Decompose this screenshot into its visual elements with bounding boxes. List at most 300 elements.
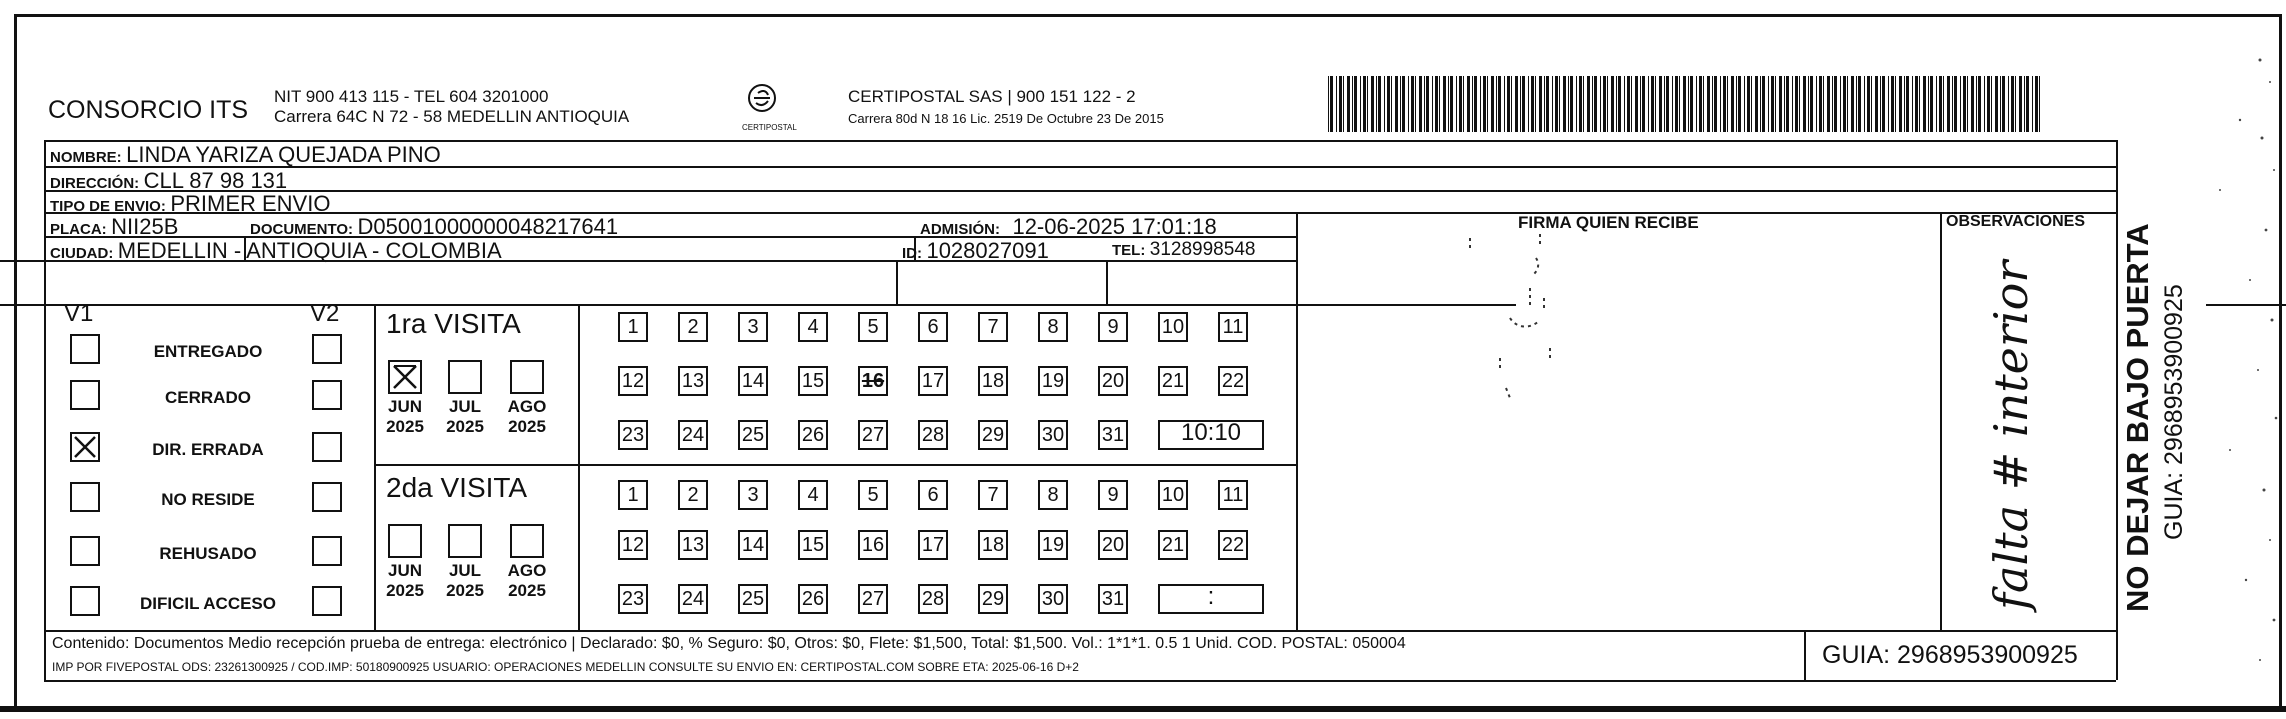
barcode-bar (1984, 76, 1985, 132)
placa-row (50, 216, 178, 238)
barcode-bar (1432, 76, 1433, 132)
barcode-bar (2008, 76, 2009, 132)
barcode-bar (1635, 76, 1638, 132)
logo-caption: CERTIPOSTAL (742, 123, 797, 132)
barcode-bar (1803, 76, 1806, 132)
barcode-bar (1816, 76, 1817, 132)
day-box[interactable]: 4 (798, 480, 828, 510)
barcode-bar (1679, 76, 1680, 132)
day-box[interactable]: 11 (1218, 480, 1248, 510)
col-line (1106, 260, 1108, 304)
barcode-bar (1827, 76, 1830, 132)
barcode-bar (1906, 76, 1909, 132)
barcode-bar (1378, 76, 1381, 132)
barcode-bar (1491, 76, 1494, 132)
barcode-bar (1987, 76, 1990, 132)
barcode-bar (1840, 76, 1841, 132)
admision-row (920, 216, 1217, 238)
tel-value: 3128998548 (1149, 239, 1256, 260)
time-box[interactable]: : (1158, 584, 1264, 614)
day-box[interactable]: 18 (978, 530, 1008, 560)
barcode-bar (1747, 76, 1750, 132)
status-option-label: NO RESIDE (161, 490, 255, 509)
barcode-bar (1690, 76, 1693, 132)
day-box[interactable]: 30 (1038, 584, 1068, 614)
barcode-bar (1655, 76, 1656, 132)
year-label: 2025 (446, 417, 484, 436)
barcode-bar (2026, 76, 2029, 132)
barcode-bar (1563, 76, 1566, 132)
barcode-bar (1882, 76, 1885, 132)
barcode-bar (1419, 76, 1422, 132)
day-box[interactable]: 10 (1158, 312, 1188, 342)
barcode-bar (1555, 76, 1558, 132)
nombre-row (50, 144, 441, 166)
barcode-bar (1627, 76, 1630, 132)
day-box[interactable]: 30 (1038, 420, 1068, 450)
day-box[interactable]: 5 (858, 312, 888, 342)
barcode-bar (1762, 76, 1765, 132)
barcode-bar (1496, 76, 1497, 132)
status-option-label: CERRADO (165, 388, 251, 407)
month-checkbox[interactable] (388, 360, 422, 394)
admision-value: 12-06-2025 17:01:18 (1012, 214, 1217, 239)
visit-divider (374, 464, 1296, 466)
barcode-bar (1672, 76, 1673, 132)
day-box[interactable]: 25 (738, 584, 768, 614)
barcode-bar (2024, 76, 2025, 132)
barcode-bar (1731, 76, 1734, 132)
day-box[interactable]: 19 (1038, 366, 1068, 396)
barcode-bar (1651, 76, 1654, 132)
direccion-row (50, 170, 287, 192)
day-box[interactable]: 20 (1098, 530, 1128, 560)
day-box[interactable]: 21 (1158, 530, 1188, 560)
barcode-bar (1904, 76, 1905, 132)
barcode-bar (1819, 76, 1822, 132)
barcode-bar (1456, 76, 1457, 132)
barcode-bar (1544, 76, 1545, 132)
barcode-bar (1552, 76, 1553, 132)
barcode-bar (1952, 76, 1953, 132)
day-box[interactable]: 3 (738, 312, 768, 342)
id-label: ID: (902, 245, 922, 262)
barcode-bar (1712, 76, 1713, 132)
col-line (374, 304, 376, 630)
month-checkbox[interactable] (448, 360, 482, 394)
col-line (1296, 212, 1298, 630)
barcode-bar (1480, 76, 1481, 132)
barcode-bar (1402, 76, 1405, 132)
day-box[interactable]: 3 (738, 480, 768, 510)
day-box[interactable]: 15 (798, 530, 828, 560)
v1-checkbox[interactable] (70, 536, 100, 566)
day-box[interactable]: 19 (1038, 530, 1068, 560)
barcode-bar (1912, 76, 1913, 132)
barcode-bar (1963, 76, 1966, 132)
day-box[interactable]: 26 (798, 584, 828, 614)
day-box[interactable]: 28 (918, 420, 948, 450)
barcode-bar (1664, 76, 1665, 132)
barcode-bar (2015, 76, 2016, 132)
barcode-bar (1858, 76, 1861, 132)
time-box[interactable]: 10:10 (1158, 420, 1264, 450)
barcode-bar (1675, 76, 1678, 132)
barcode-bar (1376, 76, 1377, 132)
side-no-dejar: NO DEJAR BAJO PUERTA (2120, 223, 2155, 612)
v2-checkbox[interactable] (312, 586, 342, 616)
barcode-bar (1336, 76, 1337, 132)
day-box[interactable]: 24 (678, 420, 708, 450)
v2-checkbox[interactable] (312, 482, 342, 512)
month-label: AGO (507, 561, 547, 580)
barcode-bar (1343, 76, 1344, 132)
row-line (44, 190, 2116, 192)
company-name: CONSORCIO ITS (48, 96, 249, 124)
barcode-bar (1947, 76, 1950, 132)
barcode-bar (1459, 76, 1462, 132)
barcode-bar (2000, 76, 2001, 132)
year-label: 2025 (386, 417, 424, 436)
tipo-row (50, 193, 330, 215)
day-box[interactable]: 28 (918, 584, 948, 614)
v2-checkbox[interactable] (312, 536, 342, 566)
barcode-bar (1808, 76, 1809, 132)
col-line (2116, 140, 2118, 680)
barcode-bar (1463, 76, 1464, 132)
barcode-bar (1642, 76, 1645, 132)
barcode-bar (1856, 76, 1857, 132)
day-box[interactable]: 17 (918, 366, 948, 396)
barcode-bar (1559, 76, 1560, 132)
v2-checkbox[interactable] (312, 432, 342, 462)
barcode-bar (1607, 76, 1608, 132)
side-guia: GUIA: 2968953900925 (2160, 284, 2188, 540)
barcode-bar (1546, 76, 1549, 132)
status-option-label: ENTREGADO (153, 342, 263, 361)
barcode-bar (1354, 76, 1357, 132)
day-box[interactable]: 1 (618, 312, 648, 342)
month-checkbox[interactable] (448, 524, 482, 558)
barcode-bar (1736, 76, 1737, 132)
bottom-edge (0, 706, 2286, 712)
barcode-bar (1520, 76, 1521, 132)
barcode-bar (1371, 76, 1374, 132)
barcode-bar (1603, 76, 1606, 132)
year-label: 2025 (508, 581, 546, 600)
day-box[interactable]: 20 (1098, 366, 1128, 396)
barcode-bar (1450, 76, 1453, 132)
day-box[interactable]: 17 (918, 530, 948, 560)
observaciones-header: OBSERVACIONES (1946, 213, 2085, 230)
row-line (0, 304, 1296, 306)
barcode-bar (1768, 76, 1769, 132)
barcode-bar (1507, 76, 1510, 132)
barcode-bar (1714, 76, 1717, 132)
barcode-bar (1939, 76, 1942, 132)
day-box[interactable]: 23 (618, 420, 648, 450)
barcode-bar (1696, 76, 1697, 132)
carrier-address: Carrera 80d N 18 16 Lic. 2519 De Octubre 23 De 2015 (848, 111, 1164, 126)
status-option-label: DIR. ERRADA (152, 440, 264, 459)
day-box[interactable]: 2 (678, 312, 708, 342)
status-option-label: REHUSADO (159, 544, 257, 563)
barcode-bar (1367, 76, 1368, 132)
barcode-bar (2032, 76, 2033, 132)
day-box[interactable]: 27 (858, 584, 888, 614)
barcode-bar (1991, 76, 1992, 132)
day-box[interactable]: 5 (858, 480, 888, 510)
barcode-bar (1448, 76, 1449, 132)
day-box[interactable]: 29 (978, 584, 1008, 614)
barcode-bar (1891, 76, 1894, 132)
barcode-bar (1919, 76, 1920, 132)
day-box[interactable]: 22 (1218, 530, 1248, 560)
barcode-bar (1786, 76, 1789, 132)
barcode-bar (1535, 76, 1536, 132)
barcode-bar (1795, 76, 1798, 132)
month-label: JUN (387, 397, 422, 416)
barcode-bar (1792, 76, 1793, 132)
barcode-bar (1384, 76, 1385, 132)
barcode-bar (1699, 76, 1702, 132)
barcode-bar (1472, 76, 1473, 132)
ciudad-label: CIUDAD: (50, 245, 114, 262)
v1-checkbox[interactable] (70, 432, 100, 462)
barcode-bar (1522, 76, 1525, 132)
barcode-bar (1443, 76, 1446, 132)
barcode-bar (2039, 76, 2040, 132)
barcode-bar (1666, 76, 1669, 132)
col-line (1804, 630, 1806, 680)
month-label: JUN (387, 561, 422, 580)
barcode-bar (1640, 76, 1641, 132)
barcode-bar (1751, 76, 1752, 132)
month-checkbox[interactable] (388, 524, 422, 558)
barcode-bar (1875, 76, 1878, 132)
barcode-bar (1600, 76, 1601, 132)
id-row (902, 240, 1049, 262)
barcode-bar (1755, 76, 1758, 132)
barcode-bar (1576, 76, 1577, 132)
barcode-bar (1498, 76, 1501, 132)
day-box[interactable]: 7 (978, 480, 1008, 510)
barcode-bar (1330, 76, 1333, 132)
ciudad-value: MEDELLIN - ANTIOQUIA - COLOMBIA (117, 238, 502, 263)
barcode-bar (1960, 76, 1961, 132)
barcode-bar (1954, 76, 1957, 132)
barcode-bar (1703, 76, 1704, 132)
barcode-bar (1864, 76, 1865, 132)
barcode-bar (1347, 76, 1350, 132)
barcode-bar (1871, 76, 1872, 132)
barcode-bar (1727, 76, 1728, 132)
year-label: 2025 (508, 417, 546, 436)
barcode-bar (1618, 76, 1621, 132)
barcode-bar (1771, 76, 1774, 132)
col-line (896, 260, 898, 304)
day-box[interactable]: 12 (618, 530, 648, 560)
day-box[interactable]: 21 (1158, 366, 1188, 396)
year-label: 2025 (446, 581, 484, 600)
barcode-bar (1823, 76, 1824, 132)
barcode-bar (1400, 76, 1401, 132)
barcode-bar (1467, 76, 1470, 132)
day-box[interactable]: 22 (1218, 366, 1248, 396)
barcode-bar (1408, 76, 1409, 132)
barcode-bar (1976, 76, 1977, 132)
day-box[interactable]: 6 (918, 312, 948, 342)
day-box[interactable]: 7 (978, 312, 1008, 342)
barcode-bar (1624, 76, 1625, 132)
month-label: JUL (448, 561, 482, 580)
day-box[interactable]: 1 (618, 480, 648, 510)
barcode-bar (1528, 76, 1529, 132)
barcode-bar (1592, 76, 1593, 132)
day-box[interactable]: 14 (738, 366, 768, 396)
barcode-bar (1659, 76, 1662, 132)
barcode-bar (2035, 76, 2038, 132)
v2-checkbox[interactable] (312, 334, 342, 364)
scan-noise (2200, 20, 2284, 680)
barcode-bar (1504, 76, 1505, 132)
barcode-bar (1483, 76, 1486, 132)
barcode-bar (1936, 76, 1937, 132)
barcode-bar (1583, 76, 1584, 132)
month-checkbox[interactable] (510, 524, 544, 558)
day-box[interactable]: 12 (618, 366, 648, 396)
day-box[interactable]: 13 (678, 366, 708, 396)
month-label: AGO (507, 397, 547, 416)
barcode-bar (1360, 76, 1361, 132)
signature-marks (1440, 228, 1580, 408)
day-box[interactable]: 24 (678, 584, 708, 614)
day-box[interactable]: 25 (738, 420, 768, 450)
barcode-bar (1744, 76, 1745, 132)
v1-checkbox[interactable] (70, 586, 100, 616)
v1-label: V1 (64, 300, 94, 327)
day-box[interactable]: 4 (798, 312, 828, 342)
month-label: JUL (448, 397, 482, 416)
barcode-bar (1587, 76, 1590, 132)
barcode-bar (1895, 76, 1896, 132)
day-box[interactable]: 31 (1098, 584, 1128, 614)
year-label: 2025 (386, 581, 424, 600)
day-box[interactable]: 31 (1098, 420, 1128, 450)
status-option-label: DIFICIL ACCESO (139, 594, 276, 613)
month-checkbox[interactable] (510, 360, 544, 394)
barcode-bar (1683, 76, 1686, 132)
ciudad-row (50, 240, 502, 262)
barcode-bar (1707, 76, 1710, 132)
first-visit-title: 1ra VISITA (386, 308, 521, 339)
direccion-label: DIRECCIÓN: (50, 175, 140, 192)
barcode-bar (1328, 76, 1329, 132)
barcode-bar (1880, 76, 1881, 132)
v1-checkbox[interactable] (70, 334, 100, 364)
barcode-bar (1631, 76, 1632, 132)
barcode-bar (1439, 76, 1440, 132)
barcode-bar (1339, 76, 1342, 132)
barcode-bar (1810, 76, 1813, 132)
day-box[interactable]: 27 (858, 420, 888, 450)
day-box[interactable]: 8 (1038, 312, 1068, 342)
barcode-bar (1426, 76, 1429, 132)
barcode-bar (2019, 76, 2022, 132)
footer-line2: IMP POR FIVEPOSTAL ODS: 23261300925 / COD.IMP: 50180900925 USUARIO: OPERACIONES MEDELLIN CONSULTE SU ENVIO EN: CERTIPOSTAL.COM SOBRE ETA: 2025-06-16 D+2 (52, 660, 1079, 674)
day-box[interactable]: 10 (1158, 480, 1188, 510)
barcode-bar (1352, 76, 1353, 132)
carrier-line: CERTIPOSTAL SAS | 900 151 122 - 2 (848, 87, 1136, 106)
barcode-bar (1511, 76, 1512, 132)
day-box[interactable]: 29 (978, 420, 1008, 450)
day-box[interactable]: 9 (1098, 312, 1128, 342)
day-box[interactable]: 18 (978, 366, 1008, 396)
barcode-bar (1688, 76, 1689, 132)
barcode-bar (1967, 76, 1968, 132)
v2-checkbox[interactable] (312, 380, 342, 410)
day-box[interactable]: 6 (918, 480, 948, 510)
day-box[interactable]: 14 (738, 530, 768, 560)
barcode-bar (1387, 76, 1390, 132)
v1-checkbox[interactable] (70, 482, 100, 512)
barcode-bar (1435, 76, 1438, 132)
documento-row (250, 216, 618, 238)
v1-checkbox[interactable] (70, 380, 100, 410)
barcode-bar (1923, 76, 1926, 132)
day-box[interactable]: 26 (798, 420, 828, 450)
day-box[interactable]: 23 (618, 584, 648, 614)
day-box[interactable]: 8 (1038, 480, 1068, 510)
placa-label: PLACA: (50, 221, 107, 238)
barcode-bar (1928, 76, 1929, 132)
barcode-bar (1579, 76, 1582, 132)
documento-label: DOCUMENTO: (250, 221, 354, 238)
barcode-bar (1971, 76, 1974, 132)
barcode-bar (1738, 76, 1741, 132)
barcode-bar (1995, 76, 1998, 132)
v2-label: V2 (310, 300, 340, 327)
day-box[interactable]: 2 (678, 480, 708, 510)
barcode-bar (1424, 76, 1425, 132)
barcode-bar (1915, 76, 1918, 132)
barcode-bar (1411, 76, 1414, 132)
day-box[interactable]: 16 (858, 366, 888, 396)
day-box[interactable]: 11 (1218, 312, 1248, 342)
barcode-bar (1363, 76, 1366, 132)
barcode-bar (1899, 76, 1902, 132)
x-mark-icon (72, 434, 98, 460)
day-box[interactable]: 9 (1098, 480, 1128, 510)
barcode-bar (1616, 76, 1617, 132)
barcode-bar (1487, 76, 1488, 132)
day-box[interactable]: 16 (858, 530, 888, 560)
barcode-bar (1611, 76, 1614, 132)
barcode-bar (1847, 76, 1848, 132)
barcode-bar (1539, 76, 1542, 132)
nombre-value: LINDA YARIZA QUEJADA PINO (126, 142, 441, 167)
nombre-label: NOMBRE: (50, 149, 122, 166)
row-line (44, 680, 2116, 682)
barcode-bar (1568, 76, 1569, 132)
certipostal-logo (742, 82, 782, 122)
barcode-bar (1784, 76, 1785, 132)
observaciones-handwritten: falta # interior (1984, 260, 2038, 610)
day-box[interactable]: 15 (798, 366, 828, 396)
barcode-bar (1775, 76, 1776, 132)
barcode-bar (1515, 76, 1518, 132)
day-box[interactable]: 13 (678, 530, 708, 560)
